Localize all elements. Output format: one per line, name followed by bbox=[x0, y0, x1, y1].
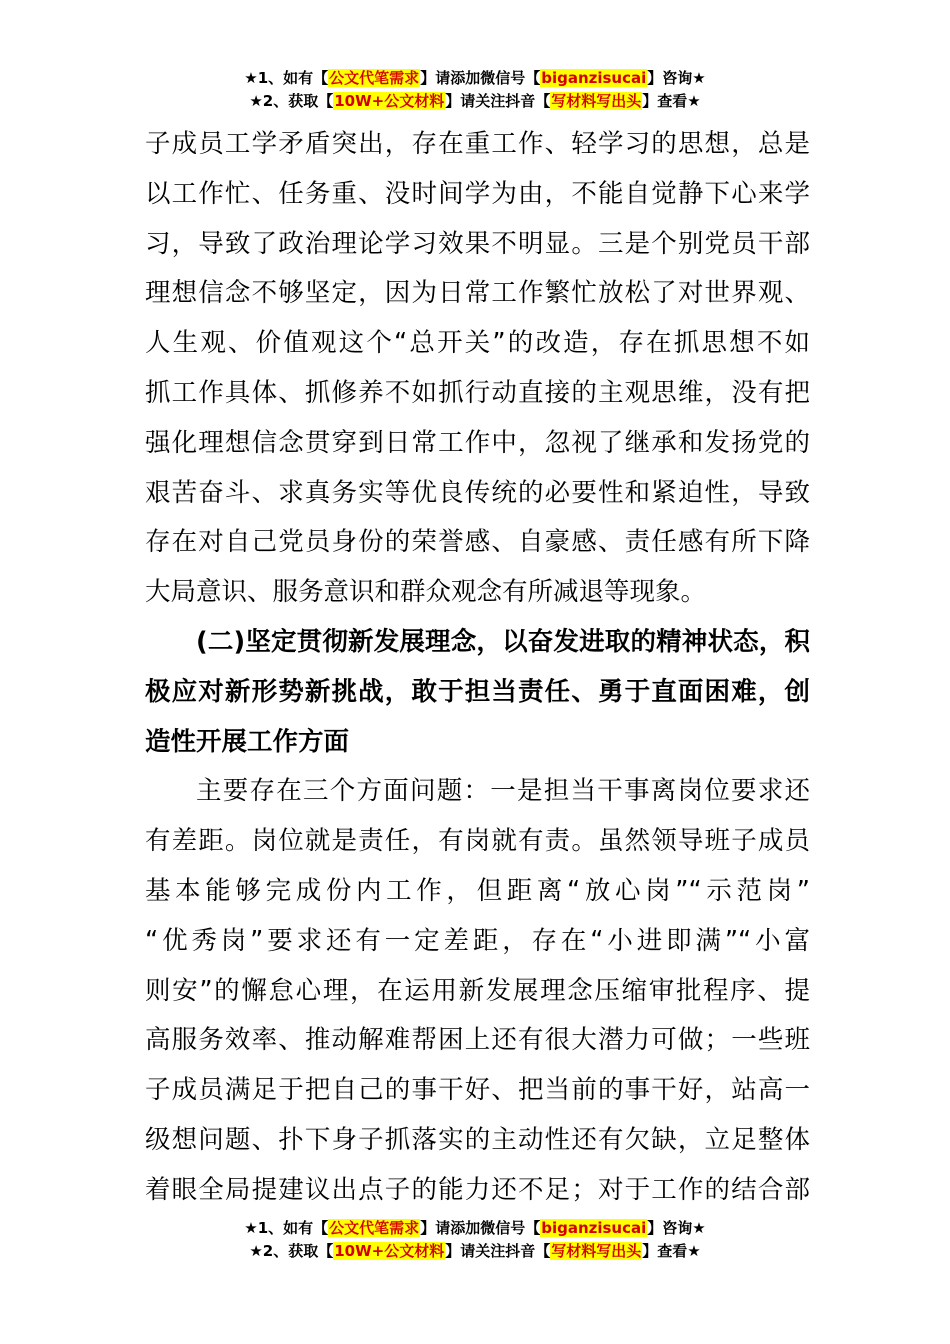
text-line: 以工作忙、任务重、没时间学为由，不能自觉静下心来学 bbox=[145, 178, 810, 209]
section-heading-line: (二)坚定贯彻新发展理念，以奋发进取的精神状态，积 bbox=[196, 626, 810, 657]
banner-line-1: ★1、如有【公文代笔需求】请添加微信号【biganzisucai】咨询★ bbox=[244, 1219, 706, 1237]
text-line: 理想信念不够坚定，因为日常工作繁忙放松了对世界观、 bbox=[145, 278, 810, 309]
text-line: 级想问题、扑下身子抓落实的主动性还有欠缺，立足整体 bbox=[145, 1124, 810, 1155]
text-line: 子成员工学矛盾突出，存在重工作、轻学习的思想，总是 bbox=[145, 129, 810, 159]
banner-line-1: ★1、如有【公文代笔需求】请添加微信号【biganzisucai】咨询★ bbox=[244, 69, 706, 87]
text-line: 着眼全局提建议出点子的能力还不足；对于工作的结合部 bbox=[145, 1174, 810, 1205]
highlight-douyin: 写材料写出头 bbox=[551, 92, 642, 110]
highlight-materials: 10W+公文材料 bbox=[334, 92, 445, 110]
text-line: 则安”的懈怠心理，在运用新发展理念压缩审批程序、提 bbox=[145, 975, 810, 1006]
text-line: 存在对自己党员身份的荣誉感、自豪感、责任感有所下降 bbox=[145, 527, 810, 558]
highlight-wechat-id: biganzisucai bbox=[541, 1219, 647, 1237]
highlight-service: 公文代笔需求 bbox=[329, 1219, 420, 1237]
text-line: 艰苦奋斗、求真务实等优良传统的必要性和紧迫性，导致 bbox=[145, 477, 810, 508]
section-heading-line: 极应对新形势新挑战，敢于担当责任、勇于直面困难，创 bbox=[145, 676, 810, 707]
text-line: 习，导致了政治理论学习效果不明显。三是个别党员干部 bbox=[145, 228, 810, 259]
text-line: 抓工作具体、抓修养不如抓行动直接的主观思维，没有把 bbox=[145, 377, 810, 408]
text-line: 子成员满足于把自己的事干好、把当前的事干好，站高一 bbox=[145, 1075, 810, 1106]
text-line: 基本能够完成份内工作，但距离“放心岗”“示范岗” bbox=[145, 875, 810, 906]
section-heading-line: 造性开展工作方面 bbox=[145, 726, 350, 757]
header-banner bbox=[0, 68, 950, 114]
highlight-wechat-id: biganzisucai bbox=[541, 69, 647, 87]
highlight-service: 公文代笔需求 bbox=[329, 69, 420, 87]
text-line: 人生观、价值观这个“总开关”的改造，存在抓思想不如 bbox=[145, 328, 810, 359]
highlight-douyin: 写材料写出头 bbox=[551, 1242, 642, 1260]
highlight-materials: 10W+公文材料 bbox=[334, 1242, 445, 1260]
text-line: 高服务效率、推动解难帮困上还有很大潜力可做；一些班 bbox=[145, 1025, 810, 1056]
document-body bbox=[145, 120, 810, 1216]
text-line: 主要存在三个方面问题：一是担当干事离岗位要求还 bbox=[196, 776, 810, 807]
footer-banner bbox=[0, 1218, 950, 1264]
banner-line-2: ★2、获取【10W+公文材料】请关注抖音【写材料写出头】查看★ bbox=[249, 92, 701, 110]
text-line: 有差距。岗位就是责任，有岗就有责。虽然领导班子成员 bbox=[145, 826, 810, 857]
text-line: “优秀岗”要求还有一定差距，存在“小进即满”“小富 bbox=[145, 925, 810, 956]
text-line: 强化理想信念贯穿到日常工作中，忽视了继承和发扬党的 bbox=[145, 427, 810, 458]
banner-line-2: ★2、获取【10W+公文材料】请关注抖音【写材料写出头】查看★ bbox=[249, 1242, 701, 1260]
text-line: 大局意识、服务意识和群众观念有所减退等现象。 bbox=[145, 577, 707, 608]
